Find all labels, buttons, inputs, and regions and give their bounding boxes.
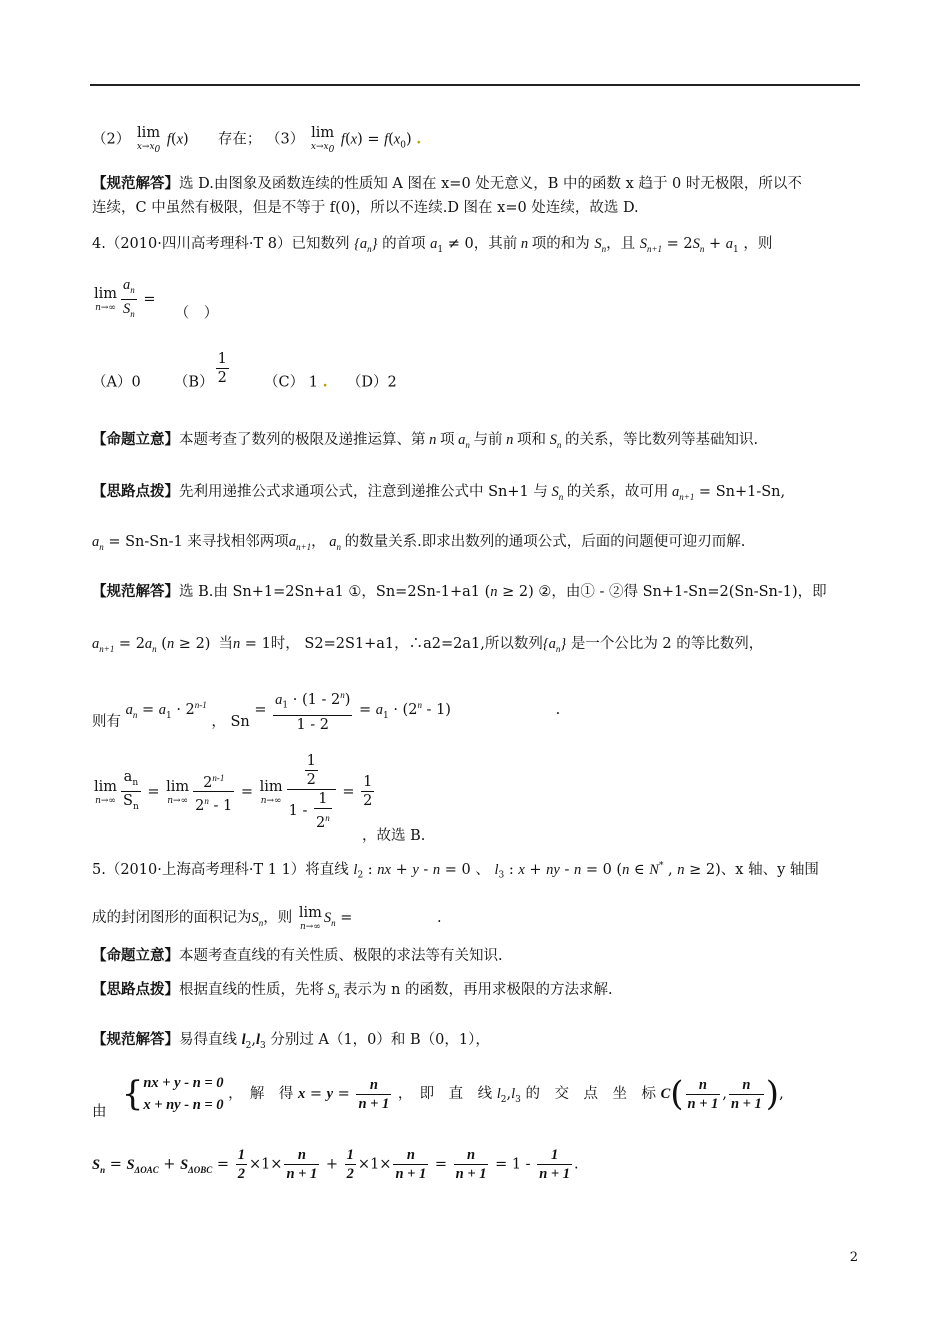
page-number: 2 <box>849 1250 858 1265</box>
q3-solution-line1: 【规范解答】选 D.由图象及函数连续的性质知 A 图在 x=0 处无意义，B 中的函数 x 趋于 0 时无极限，所以不 <box>92 175 802 192</box>
q4-intent: 【命题立意】本题考查了数列的极限及递推运算、第 n 项 $a_n$ 与前 n 项和 $S_n$ 的关系，等比数列等基础知识. <box>92 431 759 450</box>
q4-solution-line3: 则有 $a_n = a_1 \cdot 2^{n-1}$ ， Sn = $\frac{a_1 \cdot (1 - 2^n)}{1 - 2}$ = $a_1 \cdot (2^n - 1)$ . <box>92 686 860 728</box>
q5-solution-line1: 【规范解答】易得直线 $l_2,l_3$ 分别过 A（1，0）和 B（0，1）， <box>92 1031 490 1051</box>
option-c: （C） 1 <box>264 374 318 391</box>
q4-limit-derivation: lim n→∞ $\frac{a_n}{S_n}$ = lim n→∞ $\frac{2^{n-1}}{2^n - 1}$ = lim n→∞ $\frac{1}{2}$ 1 - $\frac{1}{2^n}$ = $\frac{1}{2}$ <box>94 753 373 831</box>
q5-line2: 成的封闭图形的面积记为$S_n$，则 lim n→∞ $S_n$ = . <box>92 905 442 932</box>
q4-solution-line1: 【规范解答】选 B.由 Sn+1=2Sn+a1 ①，Sn=2Sn-1+a1 (n ≥ 2) ②，由① - ②得 Sn+1-Sn=2(Sn-Sn-1)，即 <box>92 583 827 600</box>
q4-options: （A）0 （B） $\frac{1}{2}$ （C） 1 . （D）2 <box>92 351 397 391</box>
q5-header: 5.（2010·上海高考理科·T 1 1）将直线 $l_2$ : nx + y - n = 0 、 $l_3$ : x + ny - n = 0 (n ∈ N* , n ≥ 2)、x 轴、y 轴围 <box>92 861 819 881</box>
lim-expression: lim $x\to x_0$ <box>310 125 335 155</box>
q4-hint-line1: 【思路点拨】先利用递推公式求通项公式，注意到递推公式中 Sn+1 与 $S_n$ 的关系，故可用 $a_{n+1} = Sn+1-Sn$, <box>92 483 786 502</box>
q3-conditions: （2） lim $x\to x_0$ f(x) 存在； （3） lim $x\to x_0$ $f(x) = f(x_0)$ . <box>92 125 422 155</box>
option-a: （A）0 <box>92 374 141 391</box>
q4-header: 4.（2010·四川高考理科·T 8）已知数列 $\{a_n\}$ 的首项 $a_1 \ne 0$，其前 n 项的和为 $S_n$，且 $S_{n+1} = 2S_n + a_1$ ，则 <box>92 236 773 255</box>
q5-area-formula: $S_n = S_{\Delta OAC} + S_{\Delta OBC}$ = $\frac{1}{2}$ ×1× $\frac{n}{n + 1}$ + $\frac{1}{2}$ ×1× $\frac{n}{n + 1}$ = $\frac{n}{n + 1}$ = 1 - $\frac{1}{n + 1}$ . <box>92 1147 579 1182</box>
q4-hint-line2: $a_n = Sn-Sn-1$ 来寻找相邻两项$a_{n+1}$， $a_n$ 的数量关系.即求出数列的通项公式，后面的问题便可迎刃而解. <box>92 534 746 552</box>
q4-conclusion: ，故选 B. <box>362 828 426 844</box>
q5-hint: 【思路点拨】根据直线的性质，先将 $S_n$ 表示为 n 的函数，再用求极限的方法求解. <box>92 981 613 1000</box>
lim-expression: lim $x\to x_0$ <box>136 125 161 155</box>
option-b: （B） <box>173 374 214 391</box>
answer-blank: （ ） <box>174 305 219 322</box>
q3-solution-line2: 连续，C 中虽然有极限，但是不等于 f(0)，所以不连续.D 图在 x=0 处连续，故选 D. <box>92 200 639 216</box>
option-d: （D）2 <box>346 374 397 391</box>
q4-limit-question: lim n→∞ $\frac{a_n}{S_n}$ = （ ） <box>94 277 219 322</box>
q4-solution-line2: $a_{n+1} = 2a_n$ (n ≥ 2) 当n = 1时， S2=2S1+a1，∴a2=2a1,所以数列$\{a_n\}$ 是一个公比为 2 的等比数列， <box>92 636 764 654</box>
header-rule <box>90 84 860 86</box>
q5-intent: 【命题立意】本题考查直线的有关性质、极限的求法等有关知识. <box>92 947 503 964</box>
cond2-label: （2） <box>92 131 131 148</box>
q5-solution-line2: 由 { nx + y - n = 0 x + ny - n = 0 ， 解 得 x = y = $\frac{n}{n + 1}$ ， 即 直 线 $l_2,l_3$ 的 交 点 坐 标 C( $\frac{n}{n + 1}$ , $\frac{n}{n + 1}$ ), <box>92 1074 784 1120</box>
